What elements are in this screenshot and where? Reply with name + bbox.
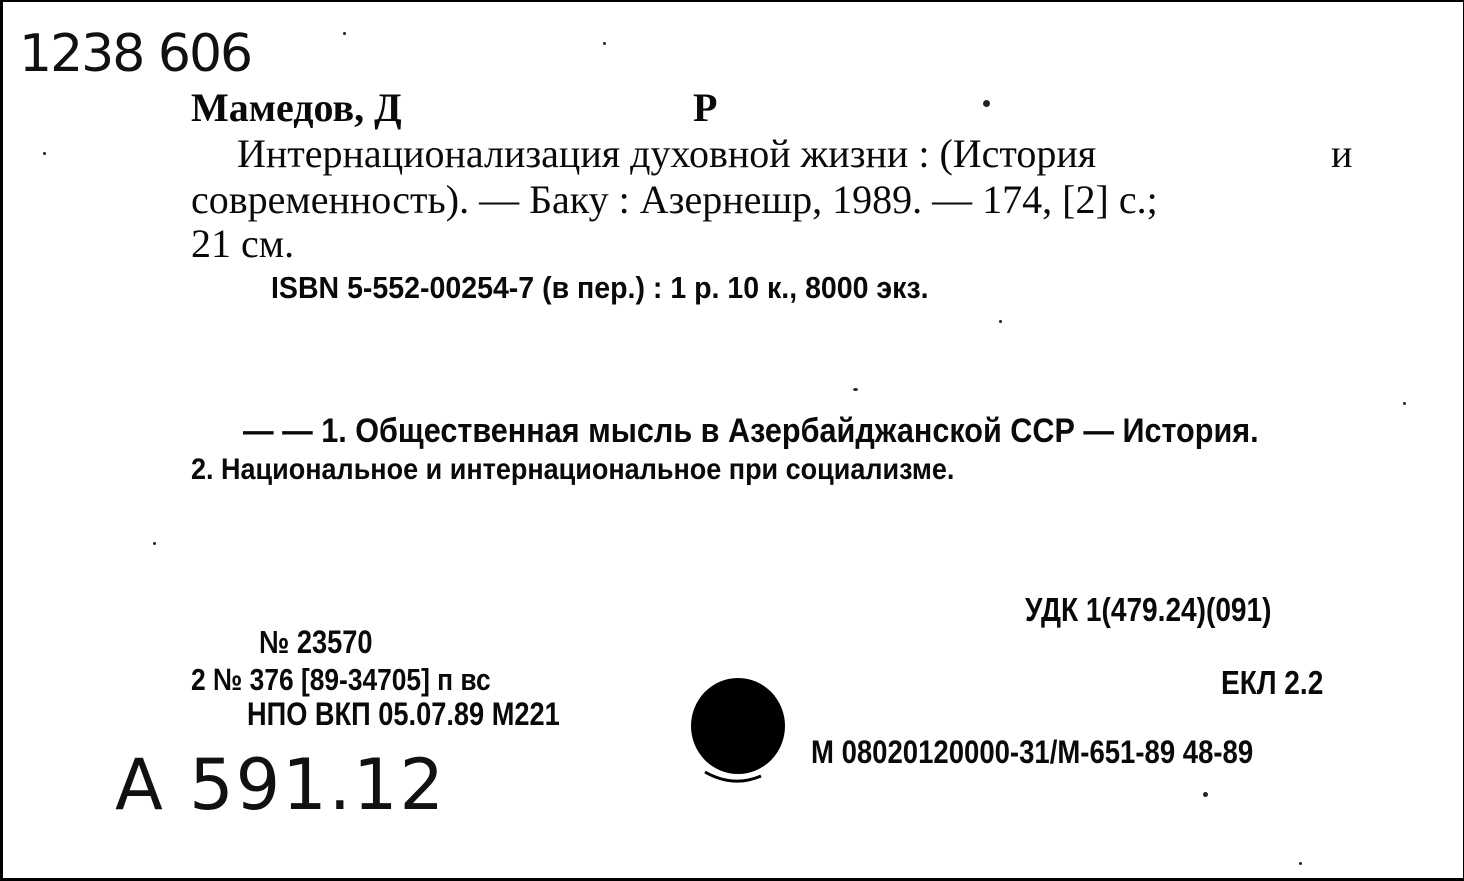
punch-hole — [691, 678, 785, 774]
punch-hole-shadow — [703, 768, 763, 786]
title-line-3: 21 см. — [191, 221, 295, 266]
ekl-classification: ЕКЛ 2.2 — [1221, 664, 1324, 701]
scan-speck — [853, 388, 858, 391]
scan-speck — [1403, 402, 1406, 405]
print-order-number: 2 № 376 [89-34705] п вс — [191, 662, 491, 697]
title-line-1-end: и — [1331, 131, 1353, 176]
handwritten-shelf-number: 1238 606 — [19, 24, 252, 84]
author-name: Мамедов, Д — [191, 85, 402, 130]
title-line-2: современность). — Баку : Азернешр, 1989. — 174, [2] с.; — [191, 177, 1158, 222]
printing-info: НПО ВКП 05.07.89 М221 — [247, 696, 560, 732]
scan-speck — [1299, 862, 1302, 865]
subject-heading-1: — — 1. Общественная мысль в Азербайджанской ССР — История. — [243, 412, 1259, 450]
isbn-line: ISBN 5-552-00254-7 (в пер.) : 1 р. 10 к., 8000 экз. — [271, 270, 929, 305]
title-line-1: Интернационализация духовной жизни : (История — [237, 131, 1097, 176]
scan-speck — [999, 320, 1002, 323]
scan-speck — [1203, 792, 1208, 797]
scan-speck — [603, 42, 606, 45]
scan-speck — [983, 100, 990, 107]
author-initial-tail: Р — [693, 85, 718, 130]
scan-speck — [153, 542, 156, 545]
udk-classification: УДК 1(479.24)(091) — [1025, 591, 1272, 628]
handwritten-call-number: А 591.12 — [115, 744, 447, 826]
scan-speck — [43, 152, 46, 155]
card-number: № 23570 — [259, 624, 373, 660]
subject-heading-2: 2. Национальное и интернациональное при социализме. — [191, 453, 955, 486]
scan-speck — [343, 32, 346, 35]
order-code: М 08020120000-31/М-651-89 48-89 — [811, 734, 1254, 770]
